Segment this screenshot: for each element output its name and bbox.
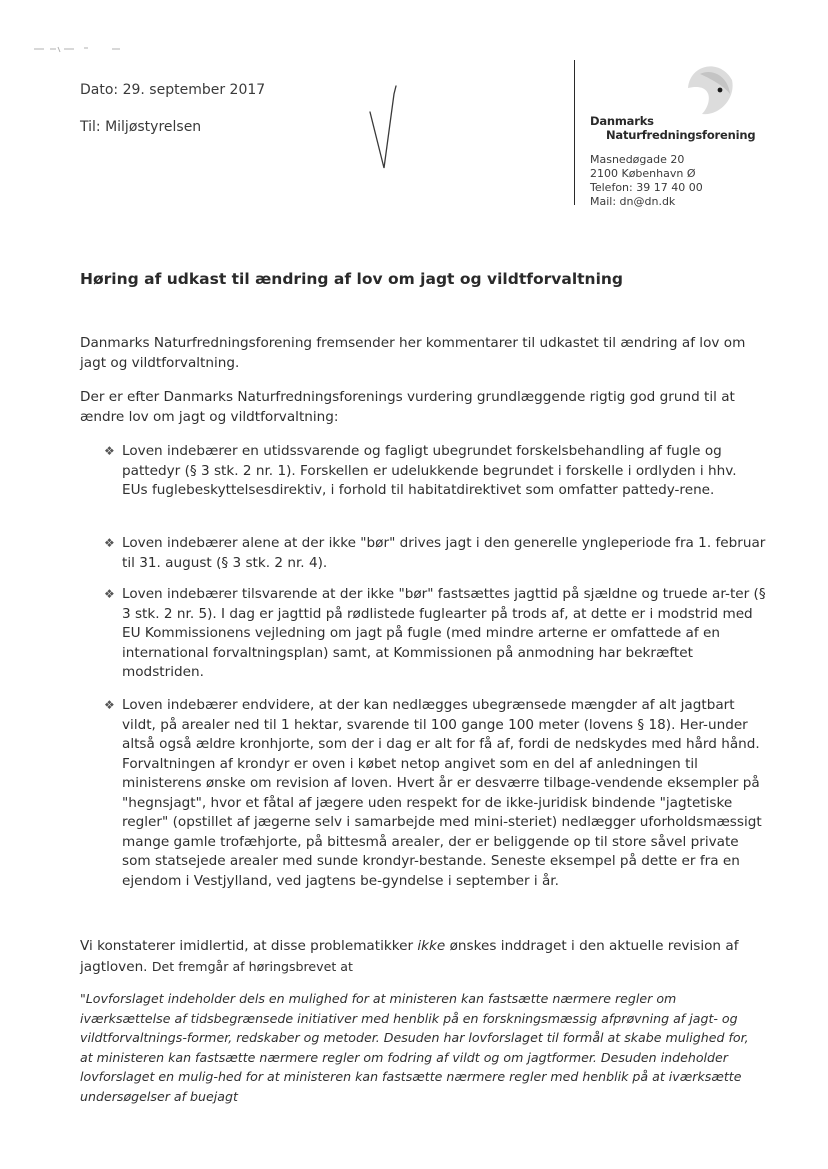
bullet-text: Loven indebærer alene at der ikke "bør" drives jagt i den generelle yngleperiode fra 1. februar til 31. august (§ 3 stk. 2 nr. 4). bbox=[122, 535, 766, 571]
scan-dash-marks bbox=[34, 44, 124, 54]
dn-logo-icon bbox=[680, 58, 740, 120]
scan-marks bbox=[34, 44, 124, 56]
bullet-text: Loven indebærer en utidssvarende og fagligt ubegrundet forskelsbehandling af fugle og pattedyr (§ 3 stk. 2 nr. 1). Forskellen er udelukkende begrundet i forskelle i ordlyden i hhv. EUs fuglebeskyttelsesdirektiv, i forhold til habitatdirektivet som omfatter pattedy-rene. bbox=[122, 443, 737, 498]
address-email: Mail: dn@dn.dk bbox=[590, 195, 676, 208]
bullet-diamond-icon: ❖ bbox=[104, 444, 115, 458]
conclusion-text-2: ønskes inddraget i den aktuelle revision af jagtloven. bbox=[80, 938, 739, 975]
org-name-line2: Naturfredningsforening bbox=[606, 128, 756, 142]
bullet-text: Loven indebærer endvidere, at der kan nedlægges ubegrænsede mængder af alt jagtbart vildt, på arealer ned til 1 hektar, svarende til 100 gange 100 meter (lovens § 18). Her-under altså også ældre kronhjorte, som der i dag er alt for få af, fordi de nedskydes med hård hånd. Forvaltningen af krondyr er oven i købet netop angivet som en del af anledningen til ministerens ønske om revision af loven. Hvert år er desværre tilbage-vendende eksempler på "hegnsjagt", hvor et fåtal af jægere uden respekt for de ikke-juridisk bindende "jagtetiske regler" (opstillet af jægerne selv i samarbejde med mini-steriet) nedlægger uforholdsmæssigt mange gamle trofæhjorte, på bittesmå arealer, der er beliggende op til store såvel private som statsejede arealer med sunde krondyr-bestande. Seneste eksempel på dette er fra en ejendom i Vestjylland, ved jagtens be-gyndelse i september i år. bbox=[122, 697, 762, 889]
recipient-line: Til: Miljøstyrelsen bbox=[80, 119, 202, 135]
address-city: 2100 København Ø bbox=[590, 167, 696, 180]
bullet-diamond-icon: ❖ bbox=[104, 587, 115, 601]
org-name-line1: Danmarks bbox=[590, 114, 654, 128]
bullet-text: Loven indebærer tilsvarende at der ikke "bør" fastsættes jagttid på sjældne og truede ar-ter (§ 3 stk. 2 nr. 5). I dag er jagttid på rødlistede fuglearter på trods af, at dette er i modstrid med EU Kommissionens vejledning om jagt på fugle (med mindre arterne er omfattede af en international forvaltningsplan) samt, at Kommissionen på anmodning har bekræftet modstriden. bbox=[122, 586, 766, 680]
document-title: Høring af udkast til ændring af lov om jagt og vildtforvaltning bbox=[80, 270, 624, 288]
address-phone: Telefon: 39 17 40 00 bbox=[590, 181, 703, 194]
bullet-item bbox=[104, 696, 766, 891]
conclusion-paragraph bbox=[80, 937, 750, 977]
conclusion-text-3: Det fremgår af høringsbrevet at bbox=[151, 958, 353, 974]
intro-paragraph: Danmarks Naturfredningsforening fremsender her kommentarer til udkastet til ændring af lov om jagt og vildtforvaltning. bbox=[80, 335, 746, 371]
bullet-item bbox=[104, 534, 766, 573]
quoted-hearing-letter: "Lovforslaget indeholder dels en mulighed for at ministeren kan fastsætte nærmere regler om iværksættelse af tidsbegrænsede initiativer med henblik på en forskningsmæssig afprøvning af jagt- og vildtforvaltnings-former, redskaber og metoder. Desuden har lovforslaget til formål at skabe mulighed for, at ministeren kan fastsætte nærmere regler om fodring af vildt og om jagtformer. Desuden indeholder lovforslaget en mulig-hed for at ministeren kan fastsætte nærmere regler med henblik på at iværksætte undersøgelser af buejagt bbox=[80, 991, 749, 1104]
address-street: Masnedøgade 20 bbox=[590, 153, 685, 166]
bullet-diamond-icon: ❖ bbox=[104, 698, 115, 712]
conclusion-text-1: Vi konstaterer imidlertid, at disse problematikker bbox=[80, 938, 418, 954]
bullet-diamond-icon: ❖ bbox=[104, 536, 115, 550]
handwritten-check-mark bbox=[360, 84, 410, 174]
conclusion-emphasis: ikke bbox=[417, 938, 446, 954]
bullet-item bbox=[104, 585, 766, 683]
bullet-item bbox=[104, 442, 766, 501]
reason-paragraph: Der er efter Danmarks Naturfredningsforenings vurdering grundlæggende rigtig god grund til at ændre lov om jagt og vildtforvaltning: bbox=[80, 389, 735, 425]
date-line: Dato: 29. september 2017 bbox=[80, 82, 266, 98]
letterhead-divider bbox=[574, 60, 575, 205]
